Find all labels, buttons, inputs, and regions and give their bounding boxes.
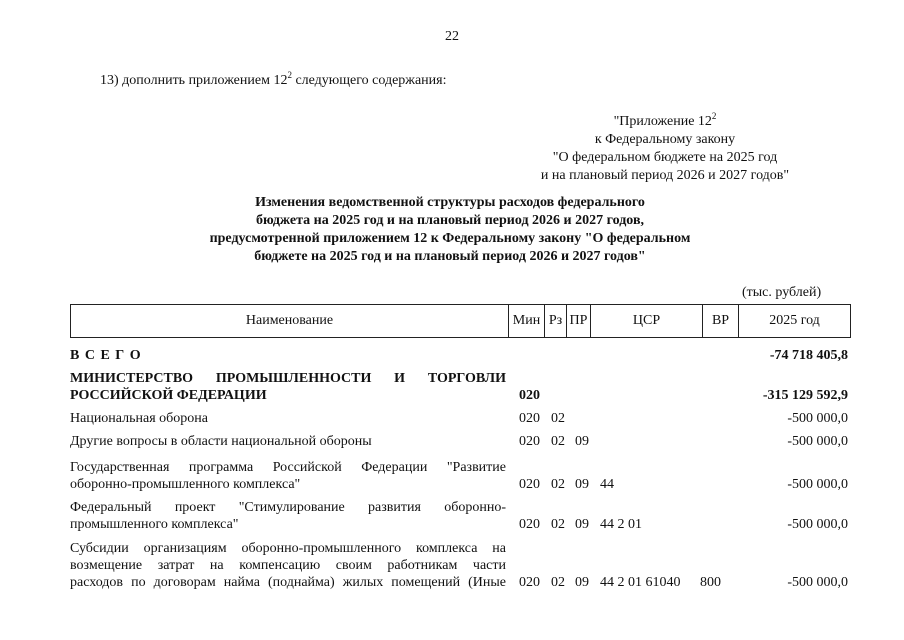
units-label: (тыс. рублей): [742, 285, 822, 300]
row-name: [70, 499, 506, 533]
row-name: [70, 540, 506, 591]
row-csr: 44 2 01: [600, 517, 642, 532]
row-name: [70, 459, 506, 493]
row-min: 020: [519, 411, 540, 426]
row-name-line: МИНИСТЕРСТВО ПРОМЫШЛЕННОСТИ И ТОРГОВЛИ: [70, 371, 506, 386]
row-name-line: расходов по договорам найма (поднайма) жилых помещений (Иные: [70, 575, 506, 590]
intro-superscript: 2: [287, 70, 292, 80]
table-row: [70, 499, 850, 533]
header-pr: ПР: [567, 305, 591, 338]
row-amount: -500 000,0: [787, 434, 848, 449]
table-row: [70, 410, 850, 427]
row-name: В С Е Г О: [70, 348, 142, 363]
row-min: 020: [519, 517, 540, 532]
appendix-superscript: 2: [711, 111, 717, 121]
row-pr: 09: [575, 477, 589, 492]
row-amount: -500 000,0: [787, 477, 848, 492]
row-rz: 02: [551, 411, 565, 426]
row-name-line: оборонно-промышленного комплекса": [70, 477, 301, 492]
row-name-line: возмещение затрат на компенсацию своим работникам части: [70, 558, 506, 573]
title-line-3: предусмотренной приложением 12 к Федеральному закону "О федеральном: [209, 231, 691, 246]
document-title: [150, 194, 750, 266]
row-name-line: промышленного комплекса": [70, 517, 239, 532]
row-name-line: РОССИЙСКОЙ ФЕДЕРАЦИИ: [70, 388, 267, 403]
row-name: Другие вопросы в области национальной обороны: [70, 434, 372, 449]
appendix-line-4: и на плановый период 2026 и 2027 годов": [540, 168, 790, 183]
row-csr: 44: [600, 477, 614, 492]
header-amount: 2025 год: [739, 305, 851, 338]
table-row: [70, 370, 850, 404]
table-row: [70, 347, 850, 364]
row-rz: 02: [551, 434, 565, 449]
appendix-line-2: к Федеральному закону: [594, 132, 736, 147]
row-amount: -500 000,0: [787, 517, 848, 532]
title-line-1: Изменения ведомственной структуры расходов федерального: [255, 195, 645, 210]
header-vr: ВР: [703, 305, 739, 338]
row-pr: 09: [575, 434, 589, 449]
title-line-4: бюджете на 2025 год и на плановый период 2026 и 2027 годов": [254, 249, 646, 264]
row-name-line: Государственная программа Российской Федерации "Развитие: [70, 460, 506, 475]
row-min: 020: [519, 477, 540, 492]
row-amount: -74 718 405,8: [769, 348, 848, 363]
header-name: Наименование: [71, 305, 509, 338]
row-name: Национальная оборона: [70, 411, 208, 426]
appendix-title: "Приложение 12: [613, 114, 712, 129]
intro-text-before: 13) дополнить приложением 12: [100, 73, 288, 88]
appendix-reference: [480, 107, 850, 185]
table-row: [70, 433, 850, 450]
row-pr: 09: [575, 517, 589, 532]
row-min: 020: [519, 388, 540, 403]
intro-text: [100, 70, 447, 89]
row-rz: 02: [551, 517, 565, 532]
row-csr: 44 2 01 61040: [600, 575, 681, 590]
intro-text-after: следующего содержания:: [291, 73, 447, 88]
appendix-line-3: "О федеральном бюджете на 2025 год: [552, 150, 778, 165]
row-amount: -315 129 592,9: [762, 388, 848, 403]
header-min: Мин: [509, 305, 545, 338]
row-vr: 800: [700, 575, 721, 590]
row-min: 020: [519, 434, 540, 449]
table-row: [70, 459, 850, 493]
page-number: 22: [445, 29, 459, 44]
title-line-2: бюджета на 2025 год и на плановый период 2026 и 2027 годов,: [255, 213, 645, 228]
row-name: [70, 370, 506, 404]
table-row: [70, 540, 850, 591]
row-amount: -500 000,0: [787, 575, 848, 590]
table-header: [70, 304, 850, 338]
row-name-line: Субсидии организациям оборонно-промышленного комплекса на: [70, 541, 506, 556]
row-name-line: Федеральный проект "Стимулирование развития оборонно-: [70, 500, 506, 515]
row-amount: -500 000,0: [787, 411, 848, 426]
row-rz: 02: [551, 477, 565, 492]
header-csr: ЦСР: [591, 305, 703, 338]
row-min: 020: [519, 575, 540, 590]
row-pr: 09: [575, 575, 589, 590]
header-rz: Рз: [545, 305, 567, 338]
appendix-line-1: [480, 107, 850, 131]
row-rz: 02: [551, 575, 565, 590]
